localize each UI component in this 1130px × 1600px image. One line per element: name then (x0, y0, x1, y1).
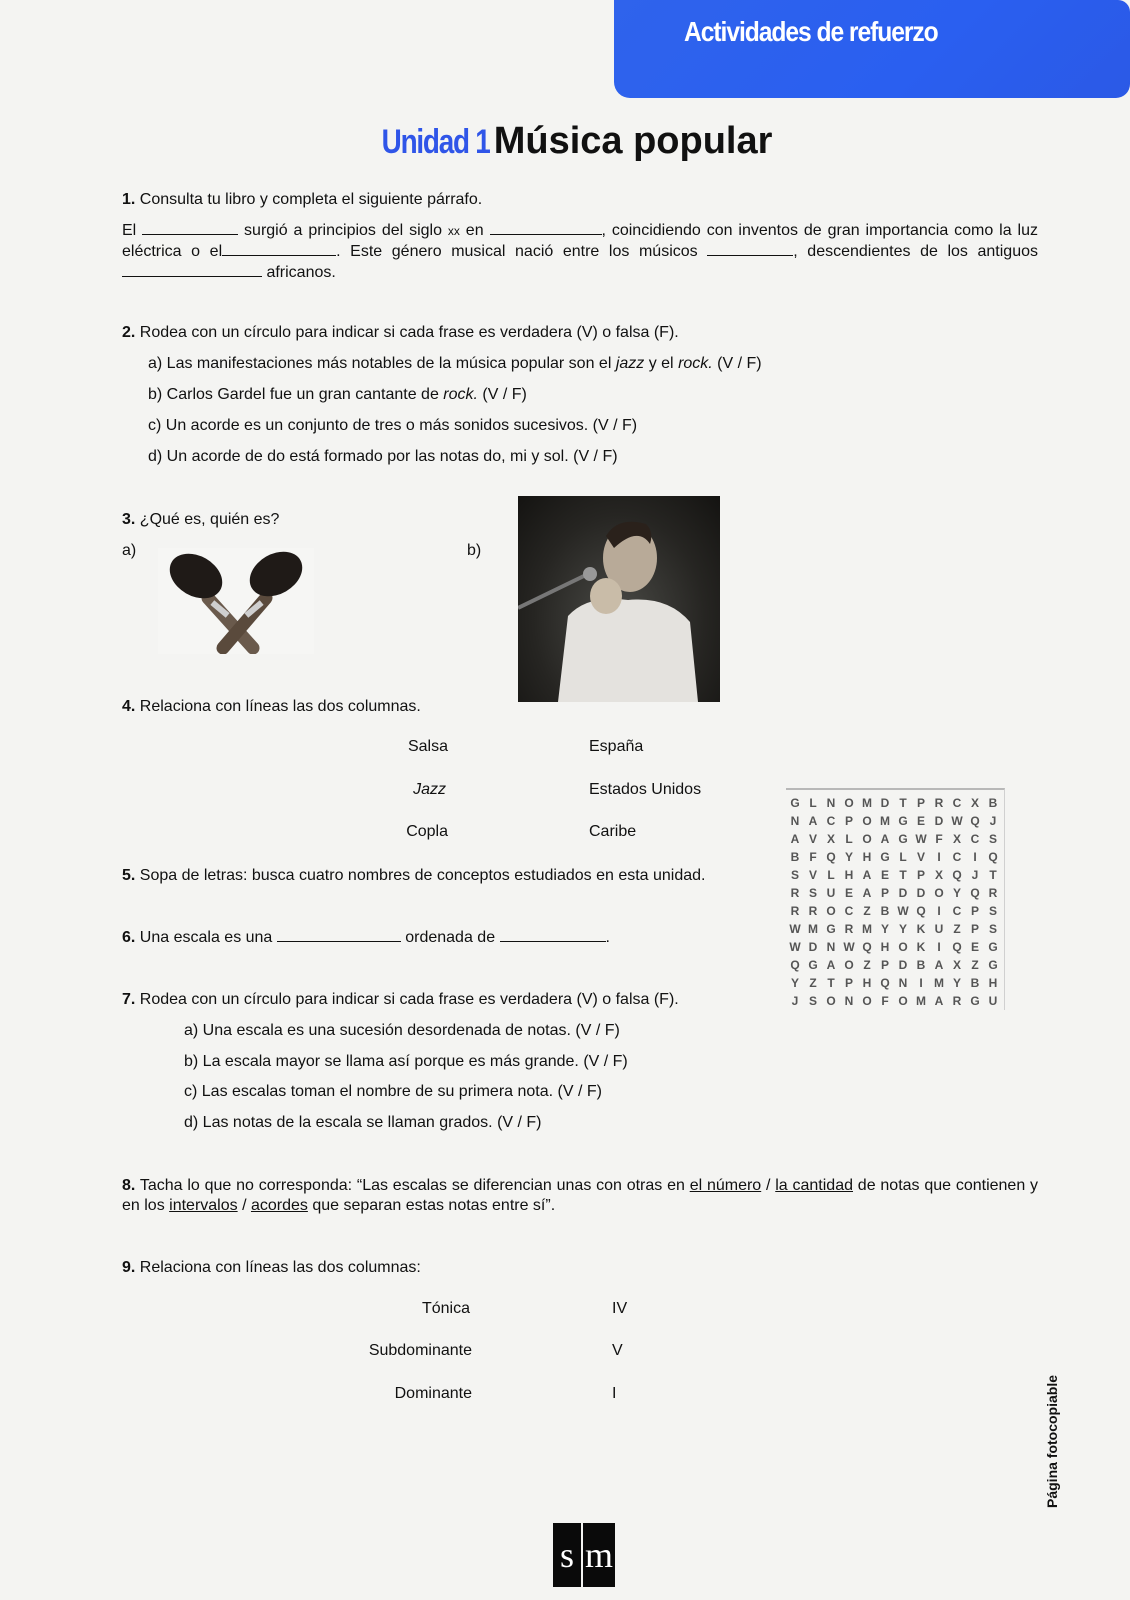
q6-text: . (605, 929, 610, 946)
word-search-cell[interactable]: D (808, 940, 818, 954)
q4-right-caribe[interactable]: Caribe (589, 823, 637, 840)
word-search-cell[interactable]: C (952, 796, 962, 810)
word-search-cell[interactable]: C (826, 814, 836, 828)
word-search-cell[interactable]: T (899, 868, 907, 882)
page-title-text: Música popular (493, 120, 773, 162)
word-search-cell[interactable]: Q (862, 940, 872, 954)
word-search-cell[interactable]: O (862, 814, 872, 828)
q2-item-d: d) Un acorde de do está formado por las notas do, mi y sol. (V / F) (148, 448, 618, 465)
word-search-cell[interactable]: H (988, 976, 998, 990)
logo-left: s (553, 1523, 581, 1587)
q9-right-v[interactable]: V (612, 1342, 623, 1359)
word-search-row (786, 974, 1004, 992)
word-search-cell[interactable]: V (808, 868, 817, 882)
word-search-cell[interactable]: B (790, 850, 800, 864)
word-search-cell[interactable]: I (937, 904, 941, 918)
singer-photo (518, 496, 720, 702)
word-search-cell[interactable]: R (790, 904, 800, 918)
word-search-row (786, 884, 1004, 902)
q3-number: 3. (122, 511, 136, 528)
word-search-cell[interactable]: A (934, 994, 944, 1008)
unit-label: Unidad 1 (381, 123, 490, 161)
word-search-row (786, 866, 1004, 884)
word-search-cell[interactable]: X (952, 832, 961, 846)
word-search-row (786, 902, 1004, 920)
word-search-cell[interactable]: W (789, 922, 801, 936)
word-search-cell[interactable]: A (826, 958, 836, 972)
q1-part: surgió a principios del siglo (244, 222, 442, 239)
word-search-cell[interactable]: P (844, 814, 853, 828)
q2-item-em: rock. (678, 355, 713, 372)
word-search-cell[interactable]: Z (863, 958, 871, 972)
word-search-cell[interactable]: A (862, 886, 872, 900)
word-search-cell[interactable]: X (826, 832, 835, 846)
word-search-cell[interactable]: F (809, 850, 817, 864)
word-search-row (786, 938, 1004, 956)
word-search-cell[interactable]: Y (898, 922, 907, 936)
word-search-cell[interactable]: Z (971, 958, 979, 972)
word-search-cell[interactable]: A (934, 958, 944, 972)
word-search-cell[interactable]: Q (916, 904, 926, 918)
word-search-cell[interactable]: M (862, 922, 872, 936)
q9-number: 9. (122, 1259, 136, 1276)
q2-item-em: jazz (615, 355, 645, 372)
word-search-cell[interactable]: B (916, 958, 926, 972)
word-search-cell[interactable]: G (898, 814, 908, 828)
logo-right: m (583, 1523, 615, 1587)
word-search-cell[interactable]: Y (952, 886, 961, 900)
q9-left-dominante[interactable]: Dominante (394, 1385, 472, 1402)
q2-number: 2. (122, 324, 136, 341)
word-search-cell[interactable]: A (790, 832, 800, 846)
word-search-cell[interactable]: L (827, 868, 835, 882)
sm-logo (553, 1523, 615, 1587)
q2-item-b (148, 385, 527, 405)
word-search-cell[interactable]: O (826, 904, 836, 918)
word-search-cell[interactable]: X (952, 958, 961, 972)
q2-item-text: y el (644, 355, 679, 372)
q3-prompt (122, 510, 279, 530)
word-search-row (786, 812, 1004, 830)
q5-prompt (122, 866, 706, 886)
q2-item-c: c) Un acorde es un conjunto de tres o más sonidos sucesivos. (V / F) (148, 417, 638, 434)
word-search-cell[interactable]: Z (863, 904, 871, 918)
word-search-cell[interactable]: D (916, 886, 926, 900)
q2-item-text: a) Las manifestaciones más notables de la música popular son el (148, 355, 616, 372)
word-search-cell[interactable]: P (844, 976, 853, 990)
word-search-cell[interactable]: W (897, 904, 909, 918)
word-search-cell[interactable]: Y (952, 976, 961, 990)
q1-prompt (122, 190, 482, 210)
q6-text: Una escala es una (139, 929, 273, 946)
q9-right-iv[interactable]: IV (612, 1300, 628, 1317)
word-search-cell[interactable]: C (844, 904, 854, 918)
word-search-cell[interactable]: X (970, 796, 979, 810)
word-search-row (786, 830, 1004, 848)
word-search-cell[interactable]: A (808, 814, 818, 828)
word-search-cell[interactable]: N (826, 940, 836, 954)
q1-paragraph (122, 220, 1038, 283)
word-search-cell[interactable]: Y (844, 850, 853, 864)
word-search-cell[interactable]: T (989, 868, 997, 882)
word-search-row (786, 920, 1004, 938)
word-search-cell[interactable]: E (844, 886, 853, 900)
word-search-cell[interactable]: E (916, 814, 925, 828)
q1-part: en (465, 222, 484, 239)
q8-option-intervalos[interactable]: intervalos (169, 1197, 238, 1214)
word-search-cell[interactable]: H (862, 976, 872, 990)
q2-item-text: (V / F) (477, 386, 527, 403)
q8-text: de notas que contienen y en los (122, 1177, 1039, 1214)
word-search-cell[interactable]: G (880, 850, 890, 864)
q4-left-copla[interactable]: Copla (406, 823, 448, 840)
q2-text: Rodea con un círculo para indicar si cada frase es verdadera (V) o falsa (F). (139, 324, 679, 341)
q1-part: , descendientes de los antiguos (793, 243, 1038, 260)
word-search-cell[interactable]: K (916, 940, 926, 954)
q8-text: Tacha lo que no corresponda: “Las escalas se diferencian unas con otras en (139, 1177, 690, 1194)
q9-prompt (122, 1258, 421, 1278)
q6-blank-1[interactable] (277, 927, 401, 942)
q8-option-la-cantidad[interactable]: la cantidad (775, 1177, 853, 1194)
word-search-cell[interactable]: O (898, 994, 908, 1008)
word-search-cell[interactable]: I (937, 940, 941, 954)
word-search-cell[interactable]: N (790, 814, 800, 828)
q7-number: 7. (122, 991, 136, 1008)
q8-option-acordes[interactable]: acordes (250, 1197, 308, 1214)
q5-number: 5. (122, 867, 136, 884)
word-search-cell[interactable]: L (899, 850, 907, 864)
word-search-cell[interactable]: L (845, 832, 853, 846)
q1-number: 1. (122, 191, 136, 208)
word-search-cell[interactable]: P (970, 904, 979, 918)
q4-text: Relaciona con líneas las dos columnas. (139, 698, 421, 715)
banner-title: Actividades de refuerzo (684, 16, 938, 47)
q4-right-espana[interactable]: España (589, 738, 644, 755)
word-search-cell[interactable]: F (881, 994, 889, 1008)
q1-century: xx (447, 224, 460, 238)
q3-text: ¿Qué es, quién es? (139, 511, 280, 528)
word-search-cell[interactable]: R (988, 886, 998, 900)
q6-number: 6. (122, 929, 136, 946)
q1-part: , coincidiendo con inventos de gran importancia como la luz eléctrica o el (122, 222, 1038, 260)
word-search-cell[interactable]: O (934, 886, 944, 900)
q8-separator: / (761, 1177, 776, 1194)
word-search-cell[interactable]: A (862, 868, 872, 882)
singer-icon (518, 522, 698, 702)
q9-left-subdominante[interactable]: Subdominante (368, 1342, 472, 1359)
word-search-row (786, 848, 1004, 866)
q8-separator: / (237, 1197, 251, 1214)
q9-left-tonica[interactable]: Tónica (421, 1300, 470, 1317)
word-search-cell[interactable]: W (915, 832, 927, 846)
word-search-cell[interactable]: G (988, 940, 998, 954)
word-search-cell[interactable]: B (970, 976, 980, 990)
word-search-cell[interactable]: J (791, 994, 799, 1008)
q1-blank-2[interactable] (490, 220, 602, 235)
photocopiable-label: Página fotocopiable (1044, 1374, 1060, 1508)
word-search-cell[interactable]: M (808, 922, 818, 936)
word-search-cell[interactable]: H (862, 850, 872, 864)
page-title (0, 118, 1130, 165)
word-search-cell[interactable]: P (880, 958, 889, 972)
word-search-row (786, 794, 1004, 812)
word-search-cell[interactable]: G (808, 958, 818, 972)
q1-part: africanos. (266, 264, 336, 281)
word-search-cell[interactable]: V (916, 850, 925, 864)
word-search-cell[interactable]: S (790, 868, 799, 882)
word-search-cell[interactable]: O (844, 958, 854, 972)
q6-sentence (122, 927, 610, 948)
word-search-cell[interactable]: C (970, 832, 980, 846)
word-search-cell[interactable]: M (862, 796, 872, 810)
word-search-cell[interactable]: Q (952, 868, 962, 882)
q7-item-b: b) La escala mayor se llama así porque es más grande. (V / F) (184, 1053, 628, 1070)
q2-item-a (148, 354, 762, 374)
word-search-cell[interactable]: P (880, 886, 889, 900)
q9-text: Relaciona con líneas las dos columnas: (139, 1259, 421, 1276)
q9-right-i[interactable]: I (612, 1385, 617, 1402)
q2-item-em: rock. (443, 386, 478, 403)
q6-blank-2[interactable] (500, 927, 606, 942)
word-search-cell[interactable]: N (844, 994, 854, 1008)
maracas-image (158, 548, 314, 654)
q8-option-el-numero[interactable]: el número (689, 1177, 762, 1194)
word-search-cell[interactable]: I (937, 850, 941, 864)
word-search-row (786, 992, 1004, 1010)
word-search-cell[interactable]: B (880, 904, 890, 918)
word-search-cell[interactable]: Y (790, 976, 799, 990)
word-search-cell[interactable]: G (898, 832, 908, 846)
word-search-cell[interactable]: O (898, 940, 908, 954)
word-search-cell[interactable]: M (880, 814, 890, 828)
word-search-cell[interactable]: G (826, 922, 836, 936)
word-search-row (786, 956, 1004, 974)
word-search-cell[interactable]: W (951, 814, 963, 828)
word-search-cell[interactable]: D (898, 958, 908, 972)
q7-text: Rodea con un círculo para indicar si cada frase es verdadera (V) o falsa (F). (139, 991, 679, 1008)
word-search-grid[interactable] (786, 788, 1005, 1010)
word-search-cell[interactable]: Y (880, 922, 889, 936)
word-search-cell[interactable]: U (826, 886, 836, 900)
maracas-icon (162, 548, 310, 648)
word-search-cell[interactable]: Z (953, 922, 961, 936)
q1-blank-1[interactable] (142, 220, 238, 235)
word-search-cell[interactable]: G (970, 994, 980, 1008)
word-search-cell[interactable]: S (808, 886, 817, 900)
q5-text: Sopa de letras: busca cuatro nombres de conceptos estudiados en esta unidad. (139, 867, 706, 884)
word-search-cell[interactable]: E (970, 940, 979, 954)
word-search-cell[interactable]: I (919, 976, 923, 990)
q4-left-salsa[interactable]: Salsa (407, 738, 448, 755)
word-search-cell[interactable]: A (880, 832, 890, 846)
q4-prompt (122, 697, 421, 717)
word-search-cell[interactable]: J (989, 814, 997, 828)
word-search-cell[interactable]: S (988, 832, 997, 846)
q1-text: Consulta tu libro y completa el siguiente párrafo. (139, 191, 483, 208)
word-search-cell[interactable]: V (808, 832, 817, 846)
word-search-cell[interactable]: S (988, 904, 997, 918)
q8-paragraph (122, 1176, 1038, 1216)
word-search-cell[interactable]: M (934, 976, 944, 990)
q2-item-text: (V / F) (712, 355, 762, 372)
q1-part: . Este género musical nació entre los músicos (336, 243, 698, 260)
word-search-cell[interactable]: C (952, 850, 962, 864)
word-search-cell[interactable]: O (826, 994, 836, 1008)
q7-item-a: a) Una escala es una sucesión desordenada de notas. (V / F) (184, 1022, 620, 1039)
word-search-cell[interactable]: G (790, 796, 800, 810)
word-search-cell[interactable]: Q (952, 940, 962, 954)
q4-right-estados-unidos[interactable]: Estados Unidos (589, 781, 702, 798)
q3-label-b: b) (467, 542, 482, 559)
q7-item-c: c) Las escalas toman el nombre de su primera nota. (V / F) (184, 1083, 602, 1100)
q6-text: ordenada de (405, 929, 496, 946)
word-search-cell[interactable]: Q (970, 886, 980, 900)
word-search-cell[interactable]: I (973, 850, 977, 864)
word-search-cell[interactable]: O (862, 832, 872, 846)
word-search-cell[interactable]: E (880, 868, 889, 882)
word-search-cell[interactable]: N (826, 796, 836, 810)
word-search-cell[interactable]: J (971, 868, 979, 882)
word-search-cell[interactable]: Q (988, 850, 998, 864)
word-search-cell[interactable]: Z (809, 976, 817, 990)
word-search-cell[interactable]: P (916, 868, 925, 882)
word-search-cell[interactable]: T (827, 976, 835, 990)
word-search-cell[interactable]: F (935, 832, 943, 846)
q2-prompt (122, 323, 679, 343)
word-search-cell[interactable]: S (808, 994, 817, 1008)
word-search-cell[interactable]: T (899, 796, 907, 810)
word-search-cell[interactable]: P (916, 796, 925, 810)
word-search-cell[interactable]: L (809, 796, 817, 810)
q1-part: El (122, 222, 137, 239)
header-banner (614, 0, 1130, 98)
word-search-cell[interactable]: U (988, 994, 998, 1008)
word-search-cell[interactable]: G (988, 958, 998, 972)
q7-prompt (122, 990, 679, 1010)
word-search-cell[interactable]: U (934, 922, 944, 936)
word-search-cell[interactable]: Q (880, 976, 890, 990)
word-search-cell[interactable]: S (988, 922, 997, 936)
word-search-cell[interactable]: R (952, 994, 962, 1008)
word-search-cell[interactable]: R (808, 904, 818, 918)
word-search-cell[interactable]: K (916, 922, 926, 936)
word-search-cell[interactable]: R (790, 886, 800, 900)
q3-label-a: a) (122, 542, 137, 559)
q2-item-text: b) Carlos Gardel fue un gran cantante de (148, 386, 444, 403)
word-search-cell[interactable]: H (844, 868, 854, 882)
q8-number: 8. (122, 1177, 136, 1194)
q1-blank-4[interactable] (707, 241, 793, 256)
q1-blank-5[interactable] (122, 262, 262, 277)
word-search-cell[interactable]: R (844, 922, 854, 936)
q1-blank-3[interactable] (222, 241, 336, 256)
word-search-cell[interactable]: W (789, 940, 801, 954)
word-search-cell[interactable]: D (898, 886, 908, 900)
q4-left-jazz[interactable]: Jazz (413, 781, 446, 798)
word-search-cell[interactable]: H (880, 940, 890, 954)
word-search-cell[interactable]: B (988, 796, 998, 810)
word-search-cell[interactable]: C (952, 904, 962, 918)
word-search-cell[interactable]: M (916, 994, 926, 1008)
word-search-cell[interactable]: Q (826, 850, 836, 864)
word-search-cell[interactable]: D (880, 796, 890, 810)
word-search-cell[interactable]: D (934, 814, 944, 828)
word-search-cell[interactable]: N (898, 976, 908, 990)
q7-item-d: d) Las notas de la escala se llaman grados. (V / F) (184, 1114, 542, 1131)
word-search-cell[interactable]: O (844, 796, 854, 810)
word-search-cell[interactable]: Q (970, 814, 980, 828)
word-search-cell[interactable]: O (862, 994, 872, 1008)
q4-number: 4. (122, 698, 136, 715)
word-search-cell[interactable]: Q (790, 958, 800, 972)
word-search-cell[interactable]: W (843, 940, 855, 954)
q8-text: que separan estas notas entre sí”. (307, 1197, 556, 1214)
word-search-cell[interactable]: P (970, 922, 979, 936)
word-search-cell[interactable]: R (934, 796, 944, 810)
word-search-cell[interactable]: X (934, 868, 943, 882)
